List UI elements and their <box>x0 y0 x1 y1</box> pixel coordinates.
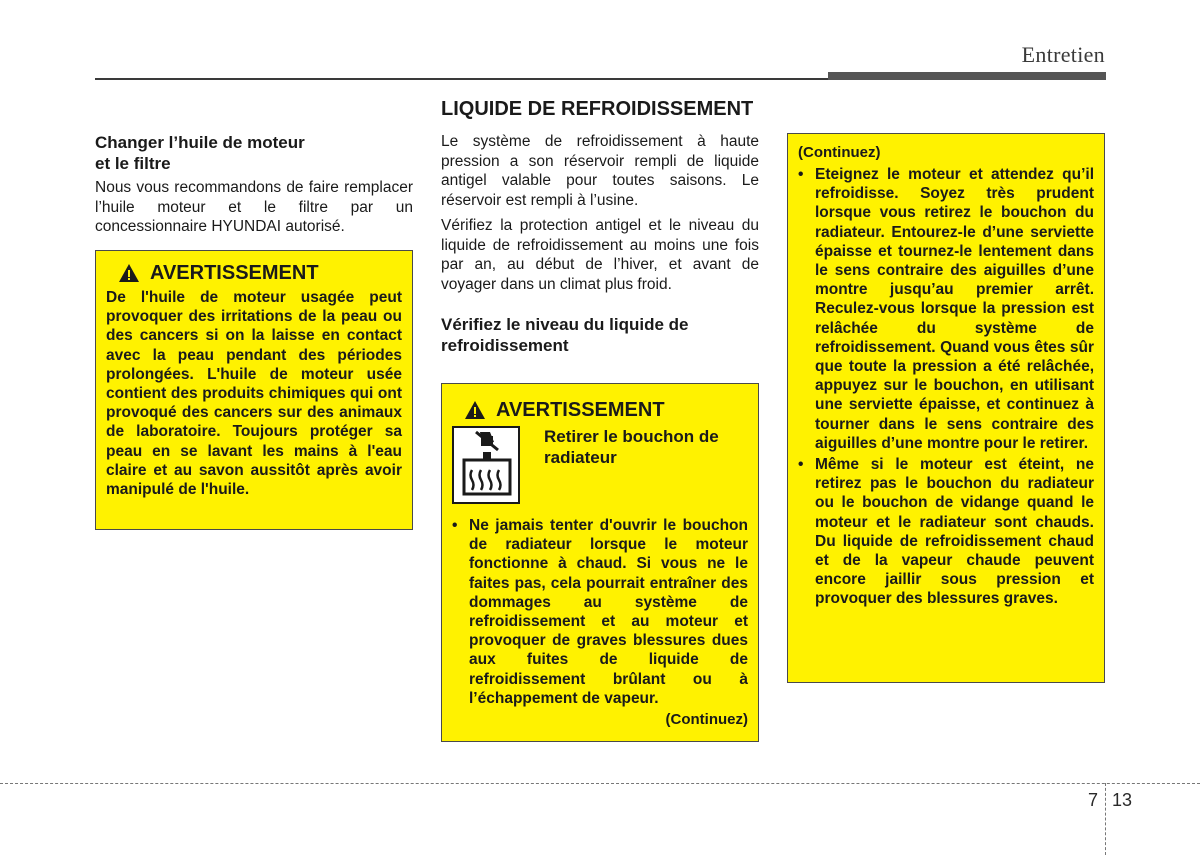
cooldown-bullet-text: Eteignez le moteur et attendez qu’il refroidisse. Soyez très prudent lorsque vous retirez le bouchon du radiateur. Entourez-le d’une serviette épaisse et tournez-le lentement dans le sens contraire des aiguilles d’une montre jusqu’au premier arrêt. Reculez-vous lorsque la pression est relâchée du système de refroidissement. Quand vous êtes sûr que toute la pression a été relâchée, appuyez sur le bouchon, en utilisant une serviette épaisse, et continuez à tourner dans le sens contraire des aiguilles d’une montre pour le retirer. <box>815 166 1094 452</box>
engine-off-bullet-text: Même si le moteur est éteint, ne retirez pas le bouchon du radiateur ou le bouchon de vidange quand le moteur et le radiateur sont chauds. Du liquide de refroidissement chaud et de la vapeur chaude peuvent encore jaillir sous pression et provoquer des blessures graves. <box>815 456 1094 608</box>
coolant-paragraph-2: Vérifiez la protection antigel et le niveau du liquide de refroidissement au moins une fois par an, au début de l’hiver, et avant de voyager dans un climat plus froid. <box>441 217 759 293</box>
oil-warning-header <box>106 261 402 285</box>
footer-rule <box>0 783 1200 784</box>
oil-change-heading-line1: Changer l’huile de moteur <box>95 133 305 152</box>
continued-label: (Continuez) <box>798 144 881 161</box>
oil-change-heading <box>95 132 413 174</box>
page-number: 13 <box>1112 790 1133 810</box>
radiator-warning-header <box>452 398 748 422</box>
chapter-title: Entretien <box>1021 42 1105 67</box>
column-middle <box>441 132 759 356</box>
radiator-icon-row <box>452 426 748 504</box>
radiator-cap-icon <box>452 426 520 504</box>
footer-divider <box>1105 783 1106 855</box>
header-rule-accent <box>828 72 1106 80</box>
warning-triangle-icon <box>118 263 140 283</box>
cooldown-bullet <box>798 165 1094 453</box>
oil-change-paragraph: Nous vous recommandons de faire remplacer l’huile moteur et le filtre par un concessionnaire HYUNDAI autorisé. <box>95 179 413 235</box>
oil-change-heading-line2: et le filtre <box>95 154 171 173</box>
oil-warning-title: AVERTISSEMENT <box>150 262 319 284</box>
radiator-warning-title: AVERTISSEMENT <box>496 399 665 421</box>
coolant-level-heading-line1: Vérifiez le niveau du liquide de <box>441 315 689 334</box>
radiator-icon-caption: Retirer le bouchon de radiateur <box>544 427 719 467</box>
oil-warning-text: De l'huile de moteur usagée peut provoquer des irritations de la peau ou des cancers si on la laisse en contact avec la peau pendant des périodes prolongées. L'huile de moteur usée contient des produits chimiques qui ont provoqué des cancers sur des animaux de laboratoire. Toujours protéger sa peau en se lavant les mains à l'eau claire et au savon aussitôt après avoir manipulé de l'huile. <box>106 289 402 499</box>
section-title: LIQUIDE DE REFROIDISSEMENT <box>441 98 754 120</box>
radiator-warning-continued-box <box>787 133 1105 683</box>
engine-off-bullet <box>798 455 1094 609</box>
bullet-dot: • <box>798 166 804 183</box>
radiator-warning-box <box>441 383 759 742</box>
coolant-level-heading <box>441 314 759 356</box>
coolant-paragraph-1: Le système de refroidissement à haute pression a son réservoir rempli de liquide antigel valable pour toutes saisons. Le réservoir est rempli à l’usine. <box>441 133 759 209</box>
column-left <box>95 132 413 237</box>
bullet-dot: • <box>798 456 804 474</box>
warning-triangle-icon <box>464 400 486 420</box>
bullet-dot: • <box>452 517 458 534</box>
oil-warning-box <box>95 250 413 530</box>
coolant-level-heading-line2: refroidissement <box>441 336 569 355</box>
radiator-warning-bullet <box>452 516 748 708</box>
header-rule <box>95 78 830 80</box>
continued-label: (Continuez) <box>665 711 748 729</box>
radiator-warning-bullet-text: Ne jamais tenter d'ouvrir le bouchon de radiateur lorsque le moteur fonctionne à chaud. Si vous ne le faites pas, cela pourrait entraîner des dommages au système de refroidissement et au moteur et provoquer de graves blessures dues aux fuites de liquide de refroidissement brûlant ou à l’échappement de vapeur. <box>469 517 748 707</box>
chapter-number: 7 <box>1088 790 1099 810</box>
